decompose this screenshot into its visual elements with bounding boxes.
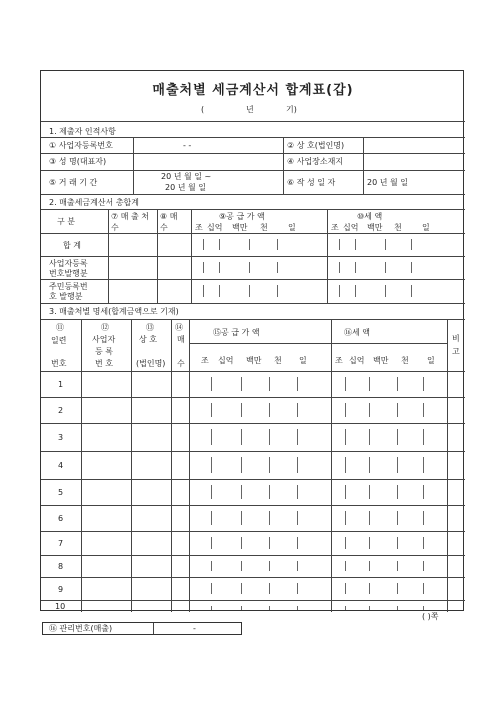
digit-separator	[297, 606, 298, 610]
row-number: 3	[58, 433, 64, 442]
digit-separator	[355, 262, 356, 273]
col-sheets-1: ⑭	[175, 323, 183, 332]
digit-separator	[269, 561, 270, 571]
digit-separator	[411, 285, 412, 297]
form-title: 매출처별 세금계산서 합계표(갑)	[152, 83, 354, 98]
digit-separator	[345, 511, 346, 525]
digit-header: 천	[260, 223, 268, 232]
col-regno-4: 번 호	[95, 359, 113, 368]
col-count-b: 수	[111, 223, 119, 232]
digit-separator	[211, 457, 212, 473]
date-label: ⑥ 작 성 일 자	[287, 178, 336, 187]
reg-no-label: ① 사업자등록번호	[49, 141, 113, 150]
col-sheets-3: 수	[177, 359, 185, 368]
digit-separator	[345, 606, 346, 610]
row-divider	[41, 531, 465, 532]
digit-separator	[211, 403, 212, 417]
divider	[171, 319, 172, 612]
row-number: 2	[58, 406, 64, 415]
digit-header: 일	[288, 223, 296, 232]
digit-separator	[345, 485, 346, 499]
divider	[41, 209, 465, 210]
row-number: 4	[58, 461, 64, 470]
digit-header: 천	[401, 356, 409, 365]
digit-separator	[345, 377, 346, 391]
digit-separator	[369, 485, 370, 499]
col-tax: ⑯세 액	[344, 328, 370, 337]
digit-separator	[397, 606, 398, 610]
digit-separator	[241, 377, 242, 391]
digit-separator	[211, 429, 212, 445]
divider	[283, 137, 284, 194]
digit-separator	[211, 561, 212, 571]
digit-separator	[397, 377, 398, 391]
divider	[81, 319, 82, 612]
col-regno-1: ⑫	[101, 323, 109, 332]
divider	[189, 319, 190, 612]
divider	[41, 194, 465, 195]
divider	[189, 343, 447, 344]
digit-separator	[241, 561, 242, 571]
divider	[41, 319, 465, 320]
digit-separator	[355, 285, 356, 297]
digit-separator	[355, 239, 356, 250]
digit-separator	[219, 239, 220, 250]
divider	[41, 303, 465, 304]
col-regno-3: 등 록	[95, 347, 113, 356]
digit-header: 천	[394, 223, 402, 232]
digit-separator	[297, 485, 298, 499]
digit-separator	[269, 511, 270, 525]
digit-separator	[211, 377, 212, 391]
digit-header: 조	[195, 223, 203, 232]
digit-separator	[423, 561, 424, 571]
digit-separator	[411, 262, 412, 273]
digit-header: 십억	[207, 223, 223, 232]
col-company-3: (법인명)	[136, 359, 166, 368]
col-regno-2: 사업자	[92, 335, 116, 344]
digit-separator	[249, 262, 250, 273]
row-divider	[41, 397, 465, 398]
digit-header: 십억	[343, 223, 359, 232]
digit-separator	[411, 239, 412, 250]
row-number: 1	[58, 380, 64, 389]
divider	[133, 137, 134, 194]
row-bizno-1: 사업자등록	[49, 259, 88, 268]
digit-separator	[397, 583, 398, 594]
digit-separator	[369, 377, 370, 391]
divider	[41, 137, 465, 138]
digit-header: 십억	[349, 356, 365, 365]
digit-separator	[397, 537, 398, 549]
digit-separator	[297, 561, 298, 571]
digit-separator	[269, 377, 270, 391]
digit-header: 백만	[367, 223, 383, 232]
digit-separator	[211, 511, 212, 525]
divider	[41, 279, 465, 280]
row-divider	[41, 423, 465, 424]
digit-separator	[385, 285, 386, 297]
digit-separator	[297, 457, 298, 473]
section1-heading: 1. 제출자 인적사항	[49, 127, 116, 136]
digit-separator	[277, 285, 278, 297]
company-label: ② 상 호(법인명)	[287, 141, 345, 150]
digit-separator	[219, 262, 220, 273]
period-close: 기)	[286, 105, 297, 114]
digit-separator	[241, 429, 242, 445]
digit-header: 백만	[246, 356, 262, 365]
row-divider	[41, 600, 465, 601]
col-note-1: 비	[452, 334, 460, 343]
digit-header: 조	[335, 356, 343, 365]
digit-separator	[241, 485, 242, 499]
row-number: 8	[58, 562, 64, 571]
row-divider	[41, 505, 465, 506]
digit-header: 일	[299, 356, 307, 365]
digit-separator	[297, 403, 298, 417]
digit-separator	[339, 239, 340, 250]
digit-separator	[241, 537, 242, 549]
row-divider	[41, 555, 465, 556]
col-sheets-2: 매	[177, 335, 185, 344]
row-divider	[41, 451, 465, 452]
row-number: 9	[58, 584, 64, 594]
digit-separator	[211, 485, 212, 499]
digit-separator	[203, 285, 204, 297]
digit-separator	[369, 561, 370, 571]
digit-separator	[339, 262, 340, 273]
digit-separator	[203, 239, 204, 250]
divider	[157, 209, 158, 303]
digit-separator	[241, 403, 242, 417]
section3-heading: 3. 매출처별 명세(합계금액으로 기재)	[49, 307, 179, 316]
digit-separator	[277, 262, 278, 273]
digit-separator	[241, 511, 242, 525]
digit-header: 백만	[373, 356, 389, 365]
digit-separator	[423, 457, 424, 473]
row-total: 합 계	[63, 241, 81, 250]
digit-header: 천	[274, 356, 282, 365]
digit-separator	[269, 403, 270, 417]
mgmt-value: -	[193, 624, 196, 633]
divider	[41, 121, 465, 122]
period-open: (	[201, 105, 205, 114]
digit-separator	[423, 377, 424, 391]
divider	[131, 319, 132, 612]
divider	[41, 256, 465, 257]
divider	[41, 371, 465, 372]
col-sheets-a: ⑧ 매	[160, 212, 178, 221]
col-note-2: 고	[452, 347, 460, 356]
digit-separator	[211, 606, 212, 610]
digit-separator	[345, 457, 346, 473]
divider	[153, 623, 154, 634]
digit-header: 십억	[218, 356, 234, 365]
digit-separator	[369, 403, 370, 417]
digit-separator	[369, 606, 370, 610]
digit-separator	[241, 583, 242, 594]
digit-separator	[369, 429, 370, 445]
digit-header: 조	[201, 356, 209, 365]
divider	[327, 209, 328, 303]
period-line2: 20 년 월 일	[165, 183, 206, 192]
digit-separator	[397, 485, 398, 499]
divider	[41, 170, 465, 171]
row-number: 6	[58, 514, 64, 523]
digit-separator	[345, 583, 346, 594]
row-resident-2: 호 발행분	[49, 292, 83, 301]
digit-separator	[211, 537, 212, 549]
digit-separator	[345, 537, 346, 549]
digit-separator	[241, 457, 242, 473]
col-supply: ⑨공 급 가 액	[219, 212, 265, 221]
digit-separator	[397, 561, 398, 571]
col-seq-2: 일련	[51, 336, 67, 345]
digit-separator	[423, 606, 424, 610]
divider	[447, 319, 448, 612]
divider	[41, 153, 465, 154]
digit-separator	[345, 429, 346, 445]
digit-separator	[269, 485, 270, 499]
col-supply: ⑮공 급 가 액	[213, 328, 260, 337]
date-value: 20 년 월 일	[367, 178, 408, 187]
digit-separator	[423, 511, 424, 525]
col-division: 구 분	[57, 217, 75, 226]
digit-header: 일	[427, 356, 435, 365]
col-seq-1: ⑪	[56, 323, 64, 332]
management-number-box	[42, 622, 242, 635]
digit-separator	[269, 429, 270, 445]
digit-separator	[241, 606, 242, 610]
name-label: ③ 성 명(대표자)	[49, 157, 107, 166]
digit-separator	[203, 262, 204, 273]
digit-separator	[269, 606, 270, 610]
digit-separator	[297, 511, 298, 525]
reg-no-value: - -	[183, 141, 192, 150]
digit-separator	[369, 457, 370, 473]
digit-separator	[211, 583, 212, 594]
digit-separator	[249, 239, 250, 250]
period-line1: 20 년 월 일 ~	[161, 172, 212, 181]
digit-separator	[277, 239, 278, 250]
row-bizno-2: 번호발행분	[49, 269, 88, 278]
digit-header: 백만	[232, 223, 248, 232]
digit-separator	[423, 403, 424, 417]
digit-separator	[397, 511, 398, 525]
digit-separator	[269, 583, 270, 594]
digit-separator	[297, 537, 298, 549]
row-number: 5	[58, 488, 64, 497]
digit-separator	[297, 429, 298, 445]
divider	[41, 233, 465, 234]
digit-separator	[369, 537, 370, 549]
digit-separator	[397, 403, 398, 417]
digit-separator	[269, 537, 270, 549]
digit-separator	[423, 485, 424, 499]
col-tax: ⑩세 액	[357, 212, 383, 221]
row-divider	[41, 577, 465, 578]
digit-separator	[345, 403, 346, 417]
digit-separator	[423, 537, 424, 549]
digit-separator	[423, 583, 424, 594]
row-resident-1: 주민등록번	[49, 282, 88, 291]
row-number: 7	[58, 539, 64, 548]
col-company-1: ⑬	[146, 323, 154, 332]
col-seq-3: 번호	[51, 359, 67, 368]
tax-invoice-summary-form	[40, 70, 464, 611]
col-count-a: ⑦ 매 출 처	[111, 212, 149, 221]
digit-separator	[219, 285, 220, 297]
digit-separator	[249, 285, 250, 297]
digit-separator	[397, 429, 398, 445]
digit-separator	[269, 457, 270, 473]
digit-separator	[369, 583, 370, 594]
digit-header: 조	[331, 223, 339, 232]
period-label: ⑤ 거 래 기 간	[49, 178, 98, 187]
digit-header: 일	[422, 223, 430, 232]
digit-separator	[297, 583, 298, 594]
mgmt-label: ⑯ 관리번호(매출)	[49, 624, 113, 633]
digit-separator	[297, 377, 298, 391]
digit-separator	[385, 239, 386, 250]
divider	[331, 319, 332, 612]
section2-heading: 2. 매출세금계산서 총합계	[49, 198, 139, 207]
digit-separator	[345, 561, 346, 571]
row-divider	[41, 479, 465, 480]
col-company-2: 상 호	[139, 335, 157, 344]
divider	[108, 209, 109, 303]
address-label: ④ 사업장소재지	[287, 157, 344, 166]
divider	[363, 137, 364, 194]
period-year: 년	[246, 105, 254, 114]
digit-separator	[339, 285, 340, 297]
divider	[191, 209, 192, 303]
digit-separator	[423, 429, 424, 445]
col-sheets-b: 수	[160, 223, 168, 232]
row-number: 10	[55, 602, 66, 611]
digit-separator	[385, 262, 386, 273]
digit-separator	[397, 457, 398, 473]
page-number-label: ( )쪽	[422, 612, 439, 621]
digit-separator	[369, 511, 370, 525]
